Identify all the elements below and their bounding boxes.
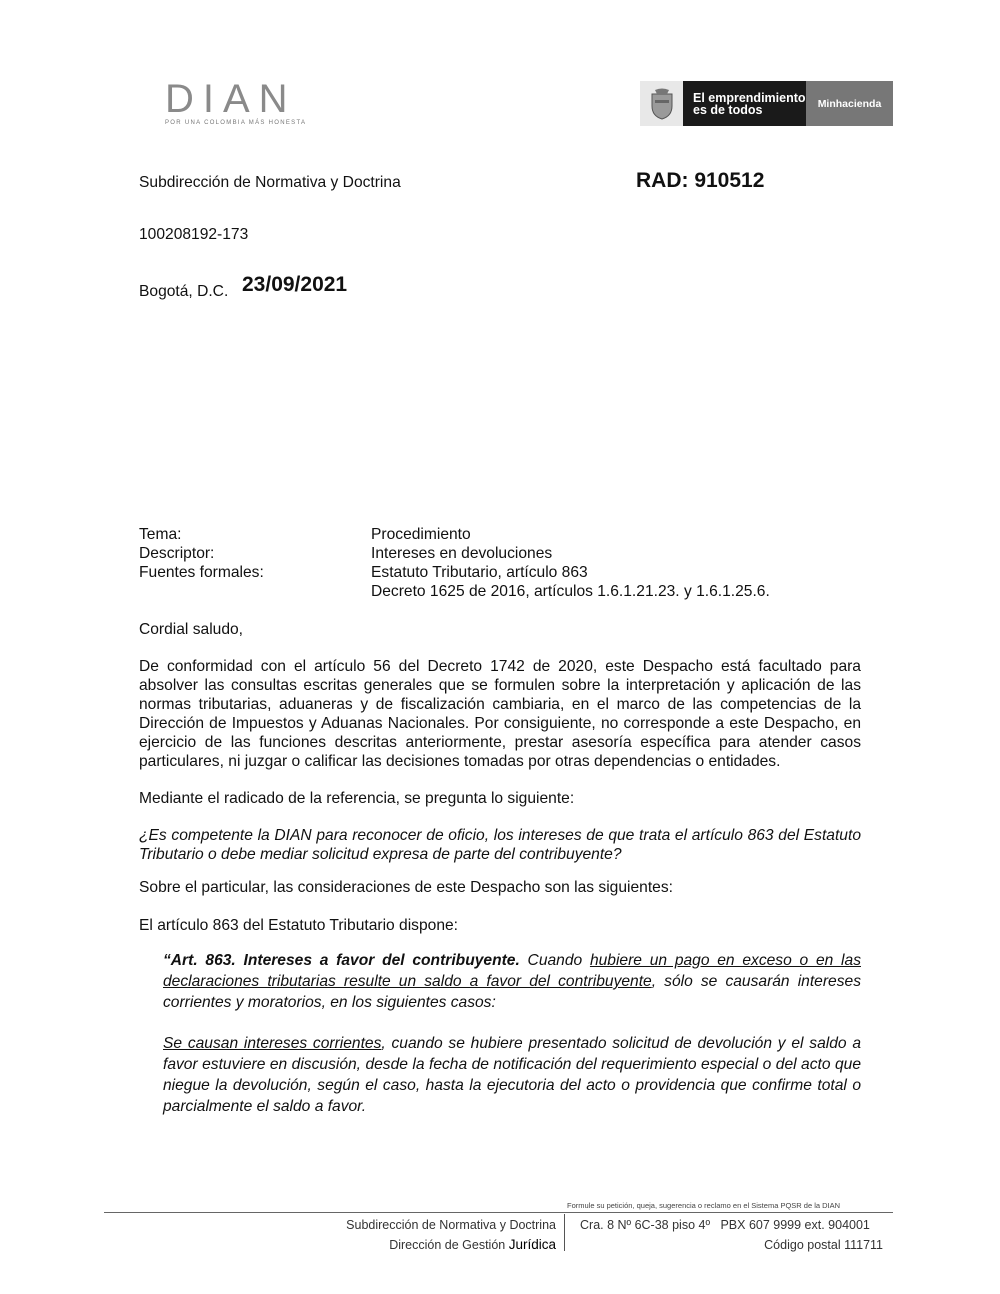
footer-office-line1: Subdirección de Normativa y Doctrina	[346, 1218, 556, 1232]
quote-text-a: Cuando	[519, 952, 590, 969]
meta-fuentes	[139, 563, 861, 601]
quote-article-title: “Art. 863. Intereses a favor del contribuyente.	[163, 952, 520, 969]
paragraph-article-intro: El artículo 863 del Estatuto Tributario dispone:	[139, 917, 458, 934]
footer-contact	[580, 1215, 883, 1255]
dian-logo-text: DIAN	[165, 77, 297, 121]
gov-badge-slogan	[683, 81, 806, 126]
paragraph-considerations: Sobre el particular, las consideraciones de este Despacho son las siguientes:	[139, 879, 673, 896]
greeting: Cordial saludo,	[139, 621, 244, 638]
paragraph-question-intro: Mediante el radicado de la referencia, se pregunta lo siguiente:	[139, 790, 575, 807]
meta-fuentes-value-1: Estatuto Tributario, artículo 863	[371, 564, 588, 581]
footer-pqsr-note: Formule su petición, queja, sugerencia o reclamo en el Sistema PQSR de la DIAN	[567, 1201, 841, 1210]
paragraph-competence: De conformidad con el artículo 56 del Decreto 1742 de 2020, este Despacho está facultado para absolver las consultas escritas generales que se formulen sobre la interpretación y aplicación de las normas tributarias, aduaneras y de fiscalización cambiaria, en el marco de las competencias de la Dirección de Impuestos y Aduanas Nacionales. Por consiguiente, no corresponde a este Despacho, en ejercicio de las funciones descritas anteriormente, prestar asesoría específica para atender casos particulares, ni juzgar o calificar las decisiones tomadas por otras dependencias o entidades.	[139, 658, 861, 770]
dian-logo-tagline: POR UNA COLOMBIA MÁS HONESTA	[165, 120, 307, 126]
coat-of-arms-icon	[640, 81, 683, 126]
quote-text-b: , sólo se causarán intereses corrientes y moratorios, en los siguientes casos:	[163, 973, 861, 1011]
meta-descriptor-label: Descriptor:	[139, 545, 215, 562]
footer-office-line2b: Jurídica	[508, 1237, 556, 1252]
footer-office	[300, 1215, 556, 1255]
footer-postal: Código postal 111711	[764, 1238, 883, 1252]
footer-office-line2	[300, 1235, 556, 1255]
gov-badge-ministry: Minhacienda	[806, 81, 893, 126]
rad-number: RAD: 910512	[636, 169, 765, 192]
gov-badge-line1: El emprendimiento	[693, 91, 806, 105]
meta-descriptor-value: Intereses en devoluciones	[371, 545, 553, 562]
meta-descriptor	[139, 544, 861, 563]
quote-underlined-a: hubiere un pago en exceso o en las declaraciones tributarias resulte un saldo a favor del contribuyente	[163, 952, 861, 990]
quote-underlined-b: Se causan intereses corrientes	[163, 1035, 382, 1052]
reference-number: 100208192-173	[139, 226, 249, 243]
question-text: ¿Es competente la DIAN para reconocer de oficio, los intereses de que trata el artículo 863 del Estatuto Tributario o debe mediar solicitud expresa de parte del contribuyente?	[139, 827, 861, 863]
footer-divider	[104, 1212, 893, 1213]
office-name: Subdirección de Normativa y Doctrina	[139, 174, 401, 191]
meta-fuentes-values	[371, 563, 770, 601]
dian-logo	[165, 77, 325, 130]
city: Bogotá, D.C.	[139, 283, 229, 300]
document-date: 23/09/2021	[242, 273, 348, 296]
government-badge	[640, 81, 893, 126]
footer-address: Cra. 8 Nº 6C-38 piso 4º	[580, 1218, 711, 1232]
quote-paragraph-2	[163, 1033, 861, 1117]
footer-office-line2a: Dirección de Gestión	[389, 1238, 509, 1252]
footer-phone: PBX 607 9999 ext. 904001	[720, 1218, 870, 1232]
footer-contact-line1	[580, 1215, 883, 1235]
footer-vertical-divider	[564, 1214, 565, 1251]
gov-badge-line2: es de todos	[693, 103, 763, 117]
meta-fuentes-value-2: Decreto 1625 de 2016, artículos 1.6.1.21.23. y 1.6.1.25.6.	[371, 583, 770, 600]
meta-tema-value: Procedimiento	[371, 526, 471, 543]
meta-block	[139, 525, 861, 601]
meta-tema	[139, 525, 861, 544]
meta-tema-label: Tema:	[139, 526, 182, 543]
quote-article-863	[163, 950, 861, 1013]
quote-text-c: , cuando se hubiere presentado solicitud de devolución y el saldo a favor estuviere en discusión, desde la fecha de notificación del requerimiento especial o del acto que niegue la devolución, según el caso, hasta la ejecutoria del acto o providencia que confirme total o parcialmente el saldo a favor.	[163, 1035, 861, 1115]
meta-fuentes-label: Fuentes formales:	[139, 564, 264, 581]
